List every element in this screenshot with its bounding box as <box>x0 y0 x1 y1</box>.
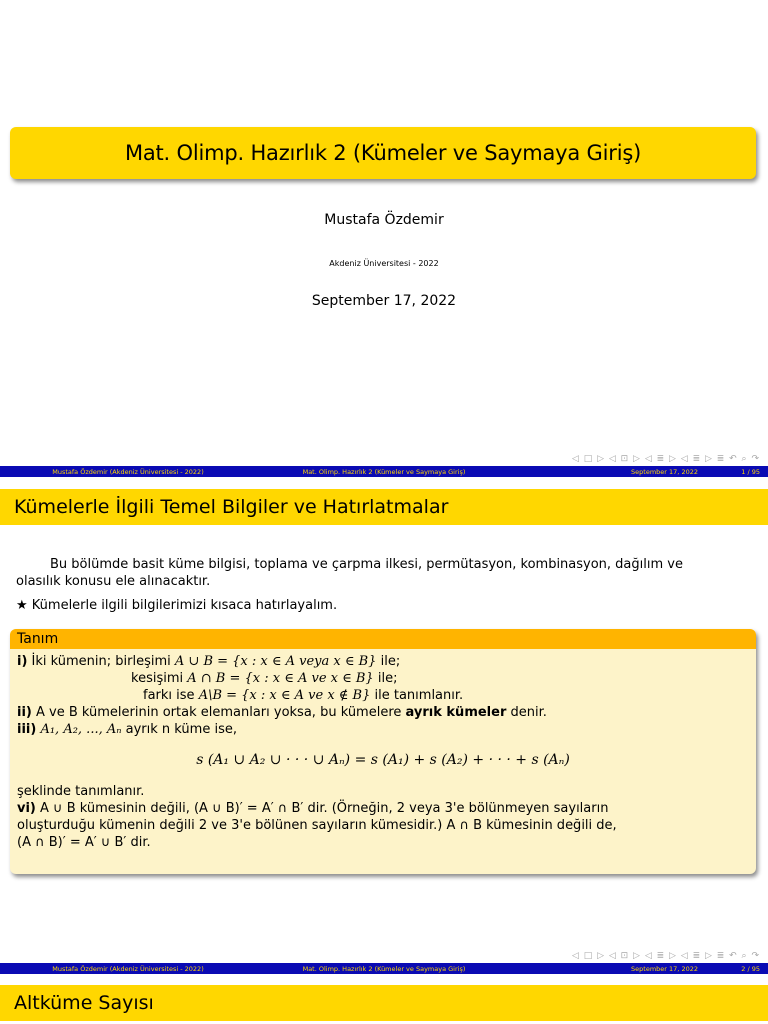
footline-author: Mustafa Özdemir (Akdeniz Üniversitesi - 2022) <box>52 964 204 973</box>
definition-vi-line: (A ∩ B)′ = A′ ∪ B′ dir. <box>17 835 151 850</box>
navigation-symbols[interactable]: ◁ □ ▷ ◁ ⊡ ▷ ◁ ≣ ▷ ◁ ≣ ▷ ≣ ↶ ⌕ ↷ <box>571 951 760 961</box>
presentation-date: September 17, 2022 <box>311 293 457 309</box>
star-icon: ★ <box>16 598 28 613</box>
star-note <box>16 598 337 613</box>
definition-intersection: kesişimi A ∩ B = {x : x ∈ A ve x ∈ B} ile; <box>131 671 398 686</box>
footline-title: Mat. Olimp. Hazırlık 2 (Kümeler ve Saymaya Giriş) <box>302 964 466 973</box>
definition-title: Tanım <box>10 629 756 649</box>
slide-title-box <box>10 127 756 179</box>
frame-title: Kümelerle İlgili Temel Bilgiler ve Hatırlatmalar <box>0 489 768 525</box>
definition-item-ii: ii) A ve B kümelerinin ortak elemanları yoksa, bu kümelere ayrık kümeler denir. <box>17 705 547 720</box>
footline-date: September 17, 2022 <box>631 467 698 476</box>
star-note-text: Kümelerle ilgili bilgilerimizi kısaca hatırlayalım. <box>31 598 338 613</box>
intro-paragraph <box>16 556 746 590</box>
footline-title: Mat. Olimp. Hazırlık 2 (Kümeler ve Saymaya Giriş) <box>302 467 466 476</box>
frame-title: Altküme Sayısı <box>0 985 768 1021</box>
footline-author: Mustafa Özdemir (Akdeniz Üniversitesi - 2022) <box>52 467 204 476</box>
intro-line: Bu bölümde basit küme bilgisi, toplama ve çarpma ilkesi, permütasyon, kombinasyon, dağılım ve <box>50 557 683 572</box>
footline <box>0 963 768 974</box>
definition-difference: farkı ise A\B = {x : x ∈ A ve x ∉ B} ile tanımlanır. <box>143 688 464 703</box>
institute: Akdeniz Üniversitesi - 2022 <box>329 259 439 268</box>
footline-page-number: 1 / 95 <box>741 467 760 476</box>
definition-item-vi: vi) A ∪ B kümesinin değili, (A ∪ B)′ = A′ ∩ B′ dir. (Örneğin, 2 veya 3'e bölünmeyen sayıların <box>17 801 609 816</box>
definition-item-iii: iii) A₁, A₂, ..., Aₙ ayrık n küme ise, <box>17 722 237 737</box>
intro-line: olasılık konusu ele alınacaktır. <box>16 574 211 589</box>
footline-date: September 17, 2022 <box>631 964 698 973</box>
presentation-title: Mat. Olimp. Hazırlık 2 (Kümeler ve Saymaya Giriş) <box>124 141 642 165</box>
author-name: Mustafa Özdemir <box>324 212 444 228</box>
navigation-symbols[interactable]: ◁ □ ▷ ◁ ⊡ ▷ ◁ ≣ ▷ ◁ ≣ ▷ ≣ ↶ ⌕ ↷ <box>571 454 760 464</box>
display-formula: s (A₁ ∪ A₂ ∪ · · · ∪ Aₙ) = s (A₁) + s (A₂) + · · · + s (Aₙ) <box>196 752 570 768</box>
footline-page-number: 2 / 95 <box>741 964 760 973</box>
definition-block <box>10 629 756 874</box>
definition-seklinde: şeklinde tanımlanır. <box>17 784 145 799</box>
footline <box>0 466 768 477</box>
definition-vi-line: oluşturduğu kümenin değili 2 ve 3'e bölünen sayıların kümesidir.) A ∩ B kümesinin değili de, <box>17 818 617 833</box>
definition-body <box>10 649 756 855</box>
definition-item-i: i) İki kümenin; birleşimi A ∪ B = {x : x ∈ A veya x ∈ B} ile; <box>17 654 401 669</box>
